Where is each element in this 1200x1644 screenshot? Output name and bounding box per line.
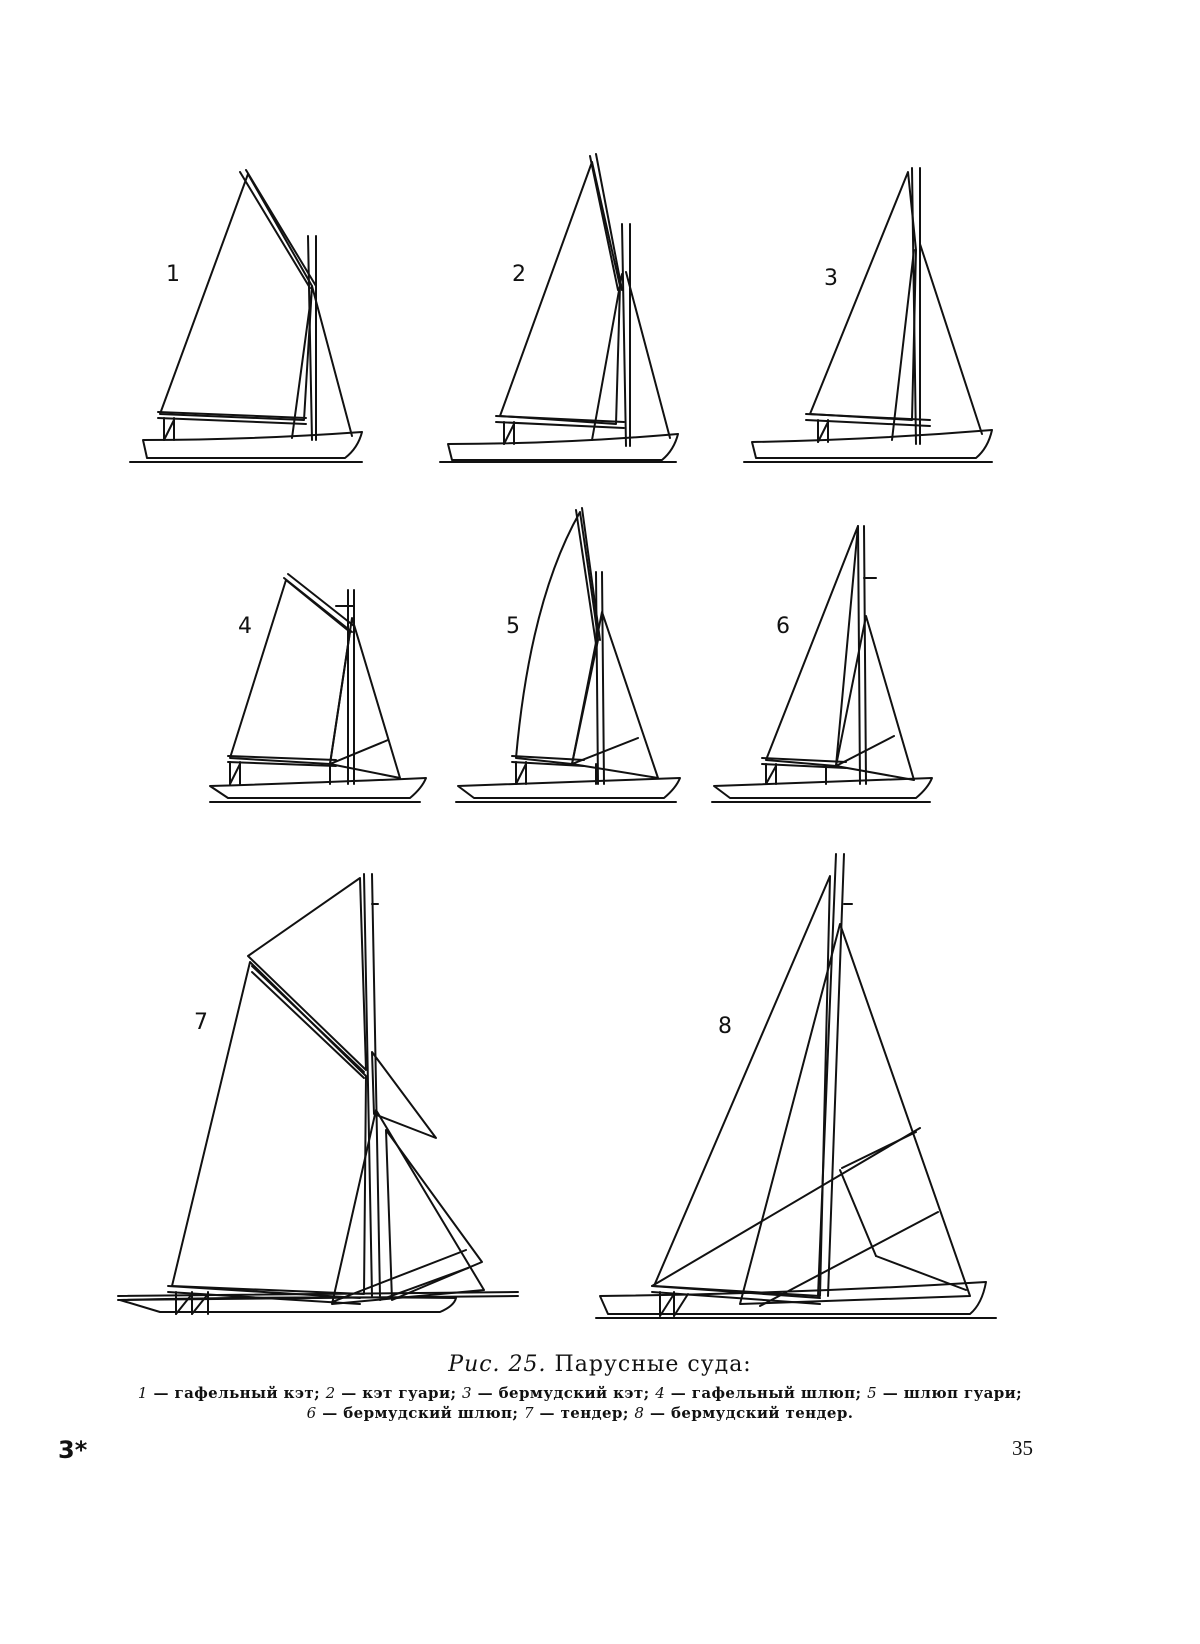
boat-6-drawing bbox=[712, 526, 932, 802]
figure-reference: Рис. 25. bbox=[448, 1352, 547, 1377]
boat-number-2: 2 bbox=[512, 262, 526, 287]
boat-number-6: 6 bbox=[776, 614, 790, 639]
boat-number-4: 4 bbox=[238, 614, 252, 639]
boat-number-8: 8 bbox=[718, 1014, 732, 1039]
boat-1-drawing bbox=[130, 170, 362, 462]
boat-4-drawing bbox=[210, 574, 426, 802]
boat-2-drawing bbox=[440, 154, 678, 462]
boat-number-5: 5 bbox=[506, 614, 520, 639]
boat-number-3: 3 bbox=[824, 266, 838, 291]
caption-legend-line-2: 6 — бермудский шлюп; 7 — тендер; 8 — бермудский тендер. bbox=[306, 1404, 854, 1422]
figure-title: Парусные суда: bbox=[554, 1352, 752, 1377]
page-number: 35 bbox=[1012, 1436, 1033, 1460]
boat-5-drawing bbox=[456, 508, 680, 802]
signature-mark: 3* bbox=[58, 1436, 88, 1464]
boat-number-7: 7 bbox=[194, 1010, 208, 1035]
figure-caption-title bbox=[60, 1352, 1140, 1377]
boat-8-drawing bbox=[596, 854, 996, 1318]
boat-3-drawing bbox=[744, 168, 992, 462]
boat-7-drawing bbox=[118, 874, 518, 1314]
caption-legend-line-1: 1 — гафельный кэт; 2 — кэт гуари; 3 — бермудский кэт; 4 — гафельный шлюп; 5 — шлюп гуари; bbox=[137, 1384, 1023, 1402]
boat-number-1: 1 bbox=[166, 262, 180, 287]
